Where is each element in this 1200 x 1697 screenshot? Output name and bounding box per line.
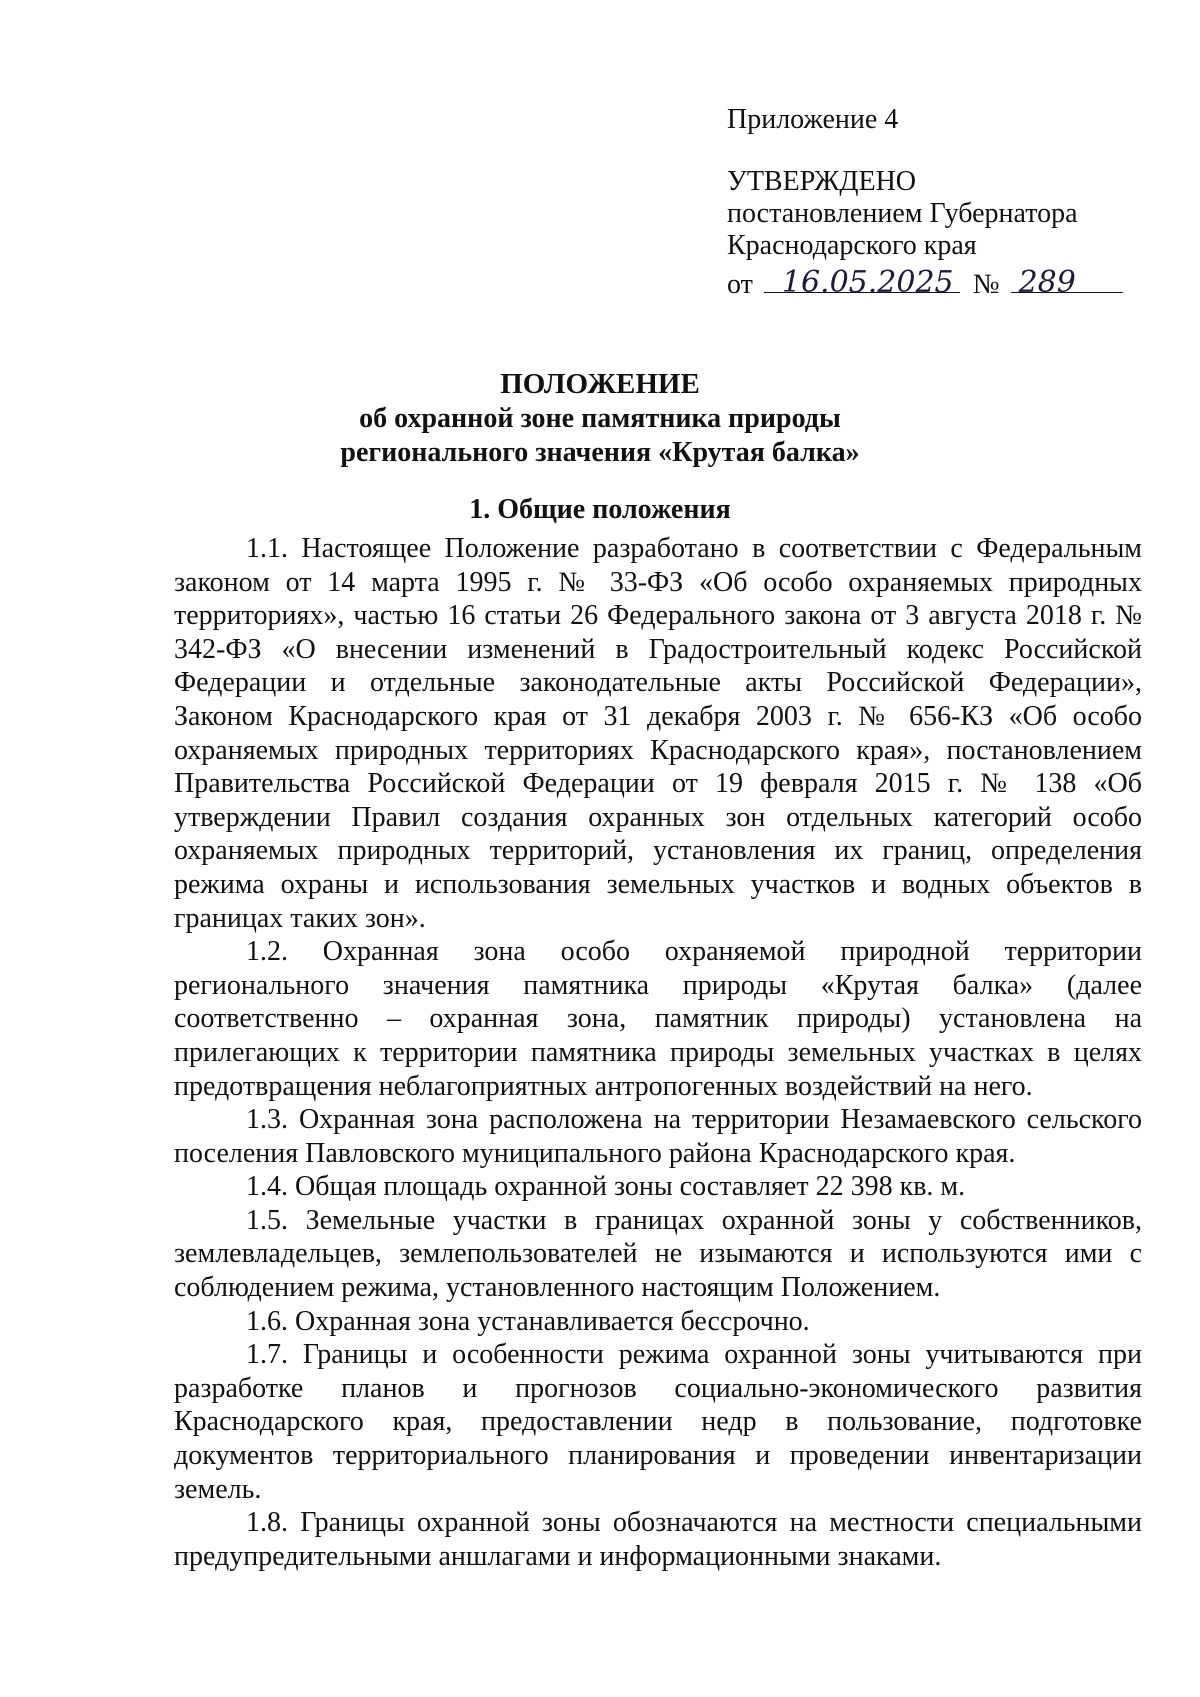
paragraph-1-5: 1.5. Земельные участки в границах охранной зоны у собственников, землевладельцев, землепользователей не изымаются и используются ими с соблюдением режима, установленного настоящим Положением. <box>174 1204 1142 1304</box>
appendix-label: Приложение 4 <box>727 104 899 135</box>
document-subtitle-2: регионального значения «Крутая балка» <box>340 437 860 468</box>
paragraph-1-7: 1.7. Границы и особенности режима охранной зоны учитываются при разработке планов и прогнозов социально-экономического развития Краснодарского края, предоставлении недр в пользование, подготовке документов территориального планирования и проведении инвентаризации земель. <box>174 1339 1142 1505</box>
paragraph-1-2: 1.2. Охранная зона особо охраняемой природной территории регионального значения памятника природы «Крутая балка» (далее соответственно – охранная зона, памятник природы) установлена на прилегающих к территории памятника природы земельных участках в целях предотвращения неблагоприятных антропогенных воздействий на него. <box>174 936 1142 1102</box>
paragraph-1-8: 1.8. Границы охранной зоны обозначаются на местности специальными предупредительными аншлагами и информационными знаками. <box>174 1507 1142 1572</box>
date-field <box>764 262 960 300</box>
date-number-row <box>727 262 1157 306</box>
approval-block <box>727 104 1157 306</box>
number-field <box>1011 262 1123 300</box>
paragraph-1-3: 1.3. Охранная зона расположена на территории Незамаевского сельского поселения Павловского муниципального района Краснодарского края. <box>174 1104 1142 1169</box>
section-heading: 1. Общие положения <box>469 494 731 525</box>
date-prefix: от <box>727 269 753 300</box>
number-sign: № <box>972 269 1000 300</box>
date-handwritten: 16.05.2025 <box>781 265 954 300</box>
document-body <box>174 532 1142 1573</box>
paragraph-1-6: 1.6. Охранная зона устанавливается бессрочно. <box>246 1305 810 1337</box>
approval-line-1: постановлением Губернатора <box>727 198 1078 229</box>
number-handwritten: 289 <box>1018 265 1076 300</box>
paragraph-1-4: 1.4. Общая площадь охранной зоны составляет 22 398 кв. м. <box>246 1171 966 1203</box>
paragraph-1-1: 1.1. Настоящее Положение разработано в соответствии с Федеральным законом от 14 марта 1995 г. № 33-ФЗ «Об особо охраняемых природных территориях», частью 16 статьи 26 Федерального закона от 3 августа 2018 г. № 342-ФЗ «О внесении изменений в Градостроительный кодекс Российской Федерации и отдельные законодательные акты Российской Федерации», Законом Краснодарского края от 31 декабря 2003 г. № 656-КЗ «Об особо охраняемых природных территориях Краснодарского края», постановлением Правительства Российской Федерации от 19 февраля 2015 г. № 138 «Об утверждении Правил создания охранных зон отдельных категорий особо охраняемых природных территорий, установления их границ, определения режима охраны и использования земельных участков и водных объектов в границах таких зон». <box>174 533 1142 934</box>
document-subtitle-1: об охранной зоне памятника природы <box>359 403 841 434</box>
document-title: ПОЛОЖЕНИЕ <box>500 368 700 400</box>
approved-label: УТВЕРЖДЕНО <box>727 166 917 197</box>
title-block <box>0 366 1200 528</box>
approval-line-2: Краснодарского края <box>727 230 977 261</box>
